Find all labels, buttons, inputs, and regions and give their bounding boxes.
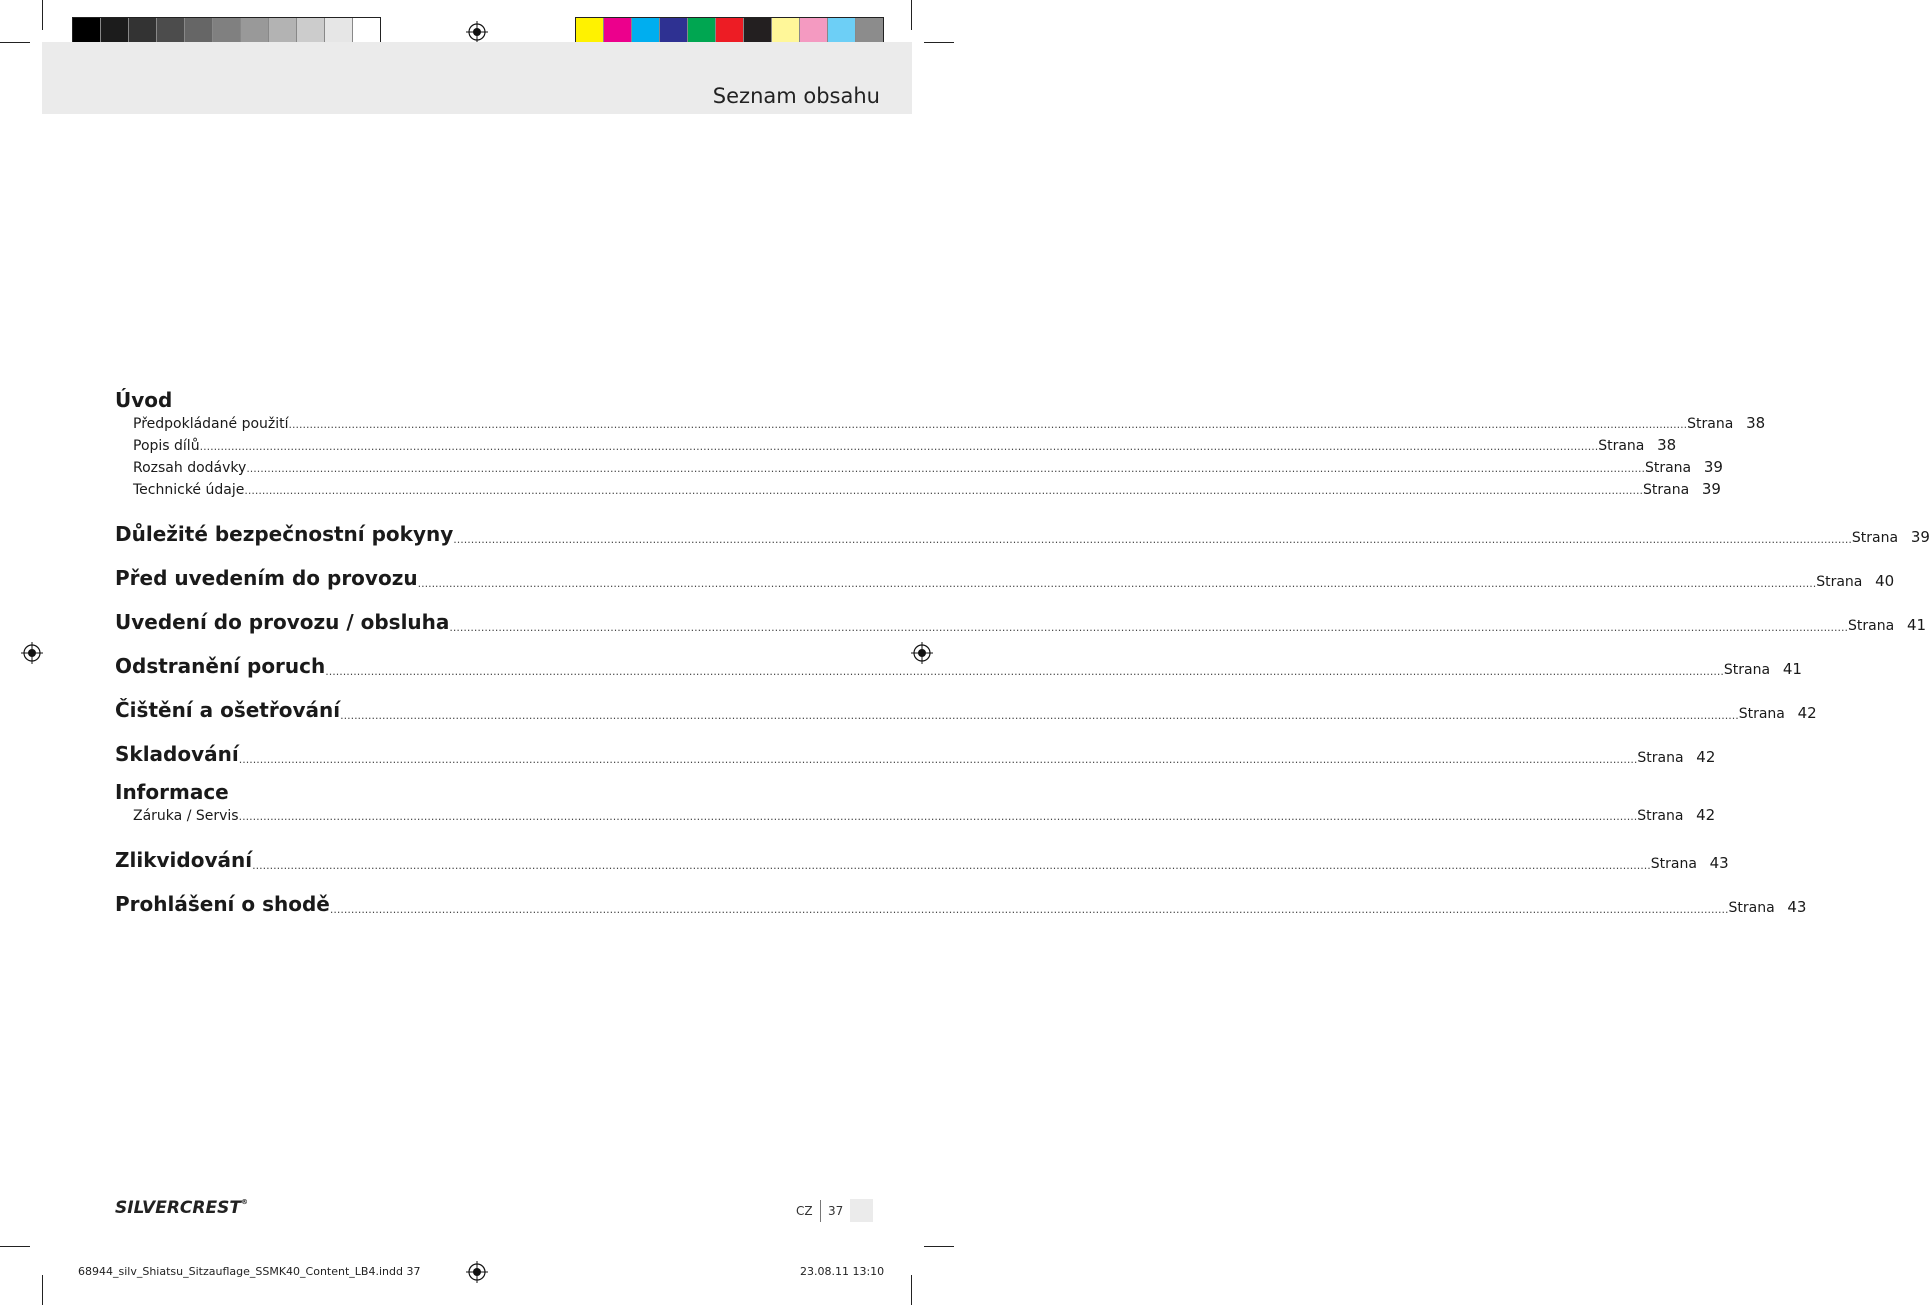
toc-section-heading: Informace xyxy=(115,780,229,804)
toc-section-entry[interactable] xyxy=(115,546,1895,590)
toc-page-prefix: Strana xyxy=(1644,460,1692,476)
toc-page-prefix: Strana xyxy=(1637,808,1684,824)
toc-label: Odstranění poruch xyxy=(115,654,326,678)
print-slug-file: 68944_silv_Shiatsu_Sitzauflage_SSMK40_Content_LB4.indd 37 xyxy=(78,1265,421,1278)
toc-leader-dots: ................................................................................................................................................................................................................................................................................................................................................................................................................ xyxy=(340,709,1739,722)
toc-page-number: 41 xyxy=(1782,660,1802,678)
toc-leader-dots: ................................................................................................................................................................................................................................................................................................................................................................................................................ xyxy=(246,462,1645,475)
toc-page-prefix: Strana xyxy=(1687,416,1734,432)
toc-page-number: 40 xyxy=(1875,572,1895,590)
toc-leader-dots: ................................................................................................................................................................................................................................................................................................................................................................................................................ xyxy=(238,810,1638,823)
toc-page-number: 38 xyxy=(1746,414,1766,432)
crop-mark xyxy=(0,1246,30,1247)
brand-logo: SILVERCREST® xyxy=(115,1198,248,1218)
registration-mark-icon xyxy=(911,642,933,664)
toc-section-entry[interactable] xyxy=(115,678,1817,722)
toc-leader-dots: ................................................................................................................................................................................................................................................................................................................................................................................................................ xyxy=(449,621,1849,634)
toc-label: Popis dílů xyxy=(133,438,200,454)
toc-page-prefix: Strana xyxy=(1650,856,1697,872)
toc-label: Záruka / Servis xyxy=(133,808,239,824)
toc-section-entry[interactable] xyxy=(115,828,1729,872)
toc-page-number: 43 xyxy=(1787,898,1807,916)
toc-page-prefix: Strana xyxy=(1851,530,1899,546)
toc-page-number: 39 xyxy=(1701,480,1721,498)
toc-section-entry[interactable] xyxy=(115,722,1716,766)
toc-section-entry[interactable] xyxy=(115,590,1927,634)
toc-page-prefix: Strana xyxy=(1816,574,1863,590)
toc-page-number: 39 xyxy=(1703,458,1723,476)
toc-entry[interactable] xyxy=(115,436,1677,458)
footer-tab xyxy=(850,1199,873,1222)
toc-label: Důležité bezpečnostní pokyny xyxy=(115,522,454,546)
crop-mark xyxy=(42,1275,43,1305)
toc-leader-dots: ................................................................................................................................................................................................................................................................................................................................................................................................................ xyxy=(252,859,1651,872)
toc-page-prefix: Strana xyxy=(1728,900,1775,916)
toc-label: Technické údaje xyxy=(133,482,245,498)
toc-page-prefix: Strana xyxy=(1848,618,1895,634)
toc-leader-dots: ................................................................................................................................................................................................................................................................................................................................................................................................................ xyxy=(288,418,1688,431)
registration-mark-icon xyxy=(466,1261,488,1283)
crop-mark xyxy=(911,1275,912,1305)
toc-leader-dots: ................................................................................................................................................................................................................................................................................................................................................................................................................ xyxy=(453,533,1852,546)
page-number: 37 xyxy=(828,1204,844,1218)
crop-mark xyxy=(924,42,954,43)
toc-page-number: 41 xyxy=(1906,616,1927,634)
toc-label: Čištění a ošetřování xyxy=(115,698,341,722)
footer-divider xyxy=(820,1200,821,1222)
toc-leader-dots: ................................................................................................................................................................................................................................................................................................................................................................................................................ xyxy=(329,903,1729,916)
registration-mark-icon xyxy=(466,21,488,43)
toc-page-number: 42 xyxy=(1797,704,1817,722)
toc-leader-dots: ................................................................................................................................................................................................................................................................................................................................................................................................................ xyxy=(244,484,1643,497)
toc-label: Zlikvidování xyxy=(115,848,253,872)
toc-label: Skladování xyxy=(115,742,239,766)
page-title: Seznam obsahu xyxy=(712,84,880,108)
toc-page-number: 42 xyxy=(1696,748,1716,766)
toc-page-prefix: Strana xyxy=(1738,706,1785,722)
toc-label: Rozsah dodávky xyxy=(133,460,247,476)
toc-section-entry[interactable] xyxy=(115,502,1930,546)
toc-section-heading: Úvod xyxy=(115,388,173,412)
toc-page-number: 38 xyxy=(1657,436,1677,454)
toc-page-prefix: Strana xyxy=(1598,438,1645,454)
toc-page-number: 39 xyxy=(1910,528,1930,546)
toc-page-prefix: Strana xyxy=(1723,662,1771,678)
toc-label: Před uvedením do provozu xyxy=(115,566,418,590)
toc-section-entry[interactable] xyxy=(115,872,1807,916)
toc-leader-dots: ................................................................................................................................................................................................................................................................................................................................................................................................................ xyxy=(199,440,1599,453)
toc-section-entry[interactable] xyxy=(115,634,1802,678)
toc-leader-dots: ................................................................................................................................................................................................................................................................................................................................................................................................................ xyxy=(325,665,1724,678)
toc-entry[interactable] xyxy=(115,480,1721,502)
toc-label: Prohlášení o shodě xyxy=(115,892,330,916)
toc-entry[interactable] xyxy=(115,806,1716,828)
registration-mark-icon xyxy=(21,642,43,664)
toc-entry[interactable] xyxy=(115,458,1723,480)
toc-leader-dots: ................................................................................................................................................................................................................................................................................................................................................................................................................ xyxy=(417,577,1817,590)
toc-page-prefix: Strana xyxy=(1642,482,1690,498)
toc-page-number: 43 xyxy=(1709,854,1729,872)
toc-leader-dots: ................................................................................................................................................................................................................................................................................................................................................................................................................ xyxy=(238,753,1638,766)
crop-mark xyxy=(42,0,43,30)
toc-label: Předpokládané použití xyxy=(133,416,289,432)
language-code: CZ xyxy=(796,1204,813,1218)
toc-page-prefix: Strana xyxy=(1637,750,1684,766)
crop-mark xyxy=(0,42,30,43)
print-slug-datetime: 23.08.11 13:10 xyxy=(800,1265,885,1278)
toc-entry[interactable] xyxy=(115,414,1766,436)
crop-mark xyxy=(924,1246,954,1247)
toc-label: Uvedení do provozu / obsluha xyxy=(115,610,450,634)
table-of-contents xyxy=(115,388,1930,916)
toc-page-number: 42 xyxy=(1696,806,1716,824)
crop-mark xyxy=(911,0,912,30)
